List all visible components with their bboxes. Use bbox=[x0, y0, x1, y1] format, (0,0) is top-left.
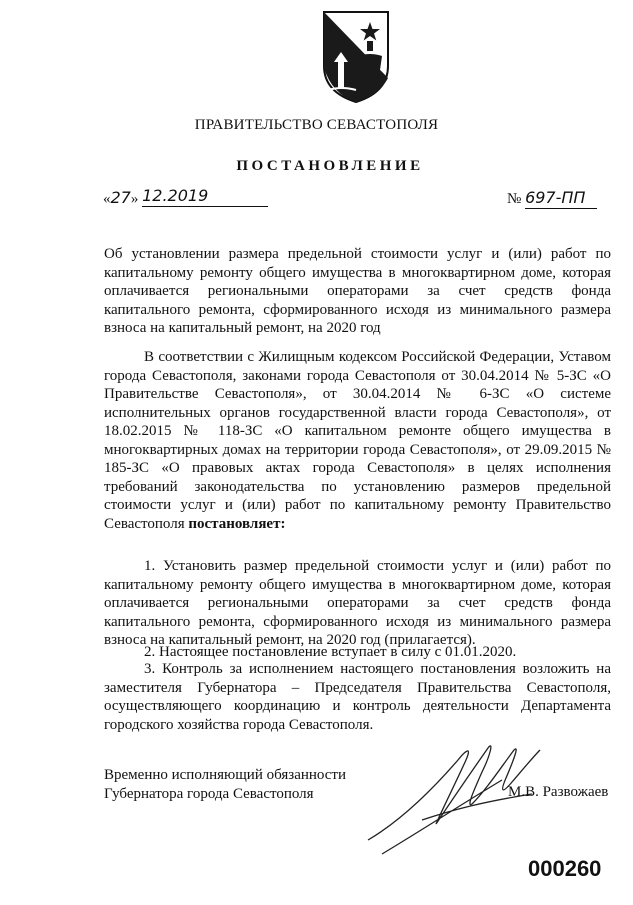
clause-2: 2. Настоящее постановление вступает в силу с 01.01.2020. bbox=[144, 644, 517, 660]
government-title: ПРАВИТЕЛЬСТВО СЕВАСТОПОЛЯ bbox=[194, 117, 439, 133]
document-type: ПОСТАНОВЛЕНИЕ bbox=[236, 158, 424, 174]
preamble-text: В соответствии с Жилищным кодексом Российской Федерации, Уставом города Севастополя, законами города Севастополя от 30.04.2014 № 5-ЗС «О Правительстве Севастополя», от 30.04.2014 № 6-ЗС «О системе исполнительных органов государственной власти города Севастополя», от 18.02.2015 № 118-ЗС «О капитальном ремонте общего имущества в многоквартирных домах на территории города Севастополя», от 29.09.2015 № 185-ЗС «О правовых актах города Севастополя» в целях исполнения требований законодательства по установлению размеров предельной стоимости услуг и (или) работ по капитальному ремонту Правительство Севастополя bbox=[104, 349, 611, 532]
serial-number: 000260 bbox=[528, 856, 602, 881]
clause-1: 1. Установить размер предельной стоимости услуг и (или) работ по капитальному ремонту общего имущества в многоквартирном доме, которая оплачивается региональными операторами за счет средств фонда капитального ремонта, сформированного исходя из минимального размера взноса на капитальный ремонт, на 2020 год (прилагается). bbox=[104, 558, 611, 648]
date-month-year: 12.2019 bbox=[142, 186, 209, 205]
number-value: 697-ПП bbox=[525, 188, 586, 207]
date-open-quote: « bbox=[103, 191, 111, 207]
preamble bbox=[104, 348, 611, 533]
resolves-word: постановляет bbox=[188, 515, 281, 532]
signatory-position-line-1: Временно исполняющий обязанности bbox=[104, 767, 347, 783]
document-date bbox=[103, 188, 268, 209]
signatory-position bbox=[104, 766, 346, 803]
coat-of-arms-icon bbox=[318, 8, 394, 104]
document-subject: Об установлении размера предельной стоимости услуг и (или) работ по капитальному ремонту общего имущества в многоквартирном доме, которая оплачивается региональными операторами за счет средств фонда капитального ремонта, сформированного исходя из минимального размера взноса на капитальный ремонт, на 2020 год bbox=[104, 246, 611, 336]
clause-3: 3. Контроль за исполнением настоящего постановления возложить на заместителя Губернатора – Председателя Правительства Севастополя, осуществляющего координацию и контроль деятельности Департамента городского хозяйства города Севастополя. bbox=[104, 661, 611, 733]
signatory-position-line-2: Губернатора города Севастополя bbox=[104, 785, 314, 802]
date-close-quote: » bbox=[130, 191, 139, 207]
number-sign: № bbox=[507, 191, 522, 207]
resolves-colon: : bbox=[280, 515, 286, 532]
document-number bbox=[507, 188, 597, 209]
signatory-name: М.В. Развожаев bbox=[508, 784, 609, 800]
date-day: 27 bbox=[110, 188, 131, 207]
